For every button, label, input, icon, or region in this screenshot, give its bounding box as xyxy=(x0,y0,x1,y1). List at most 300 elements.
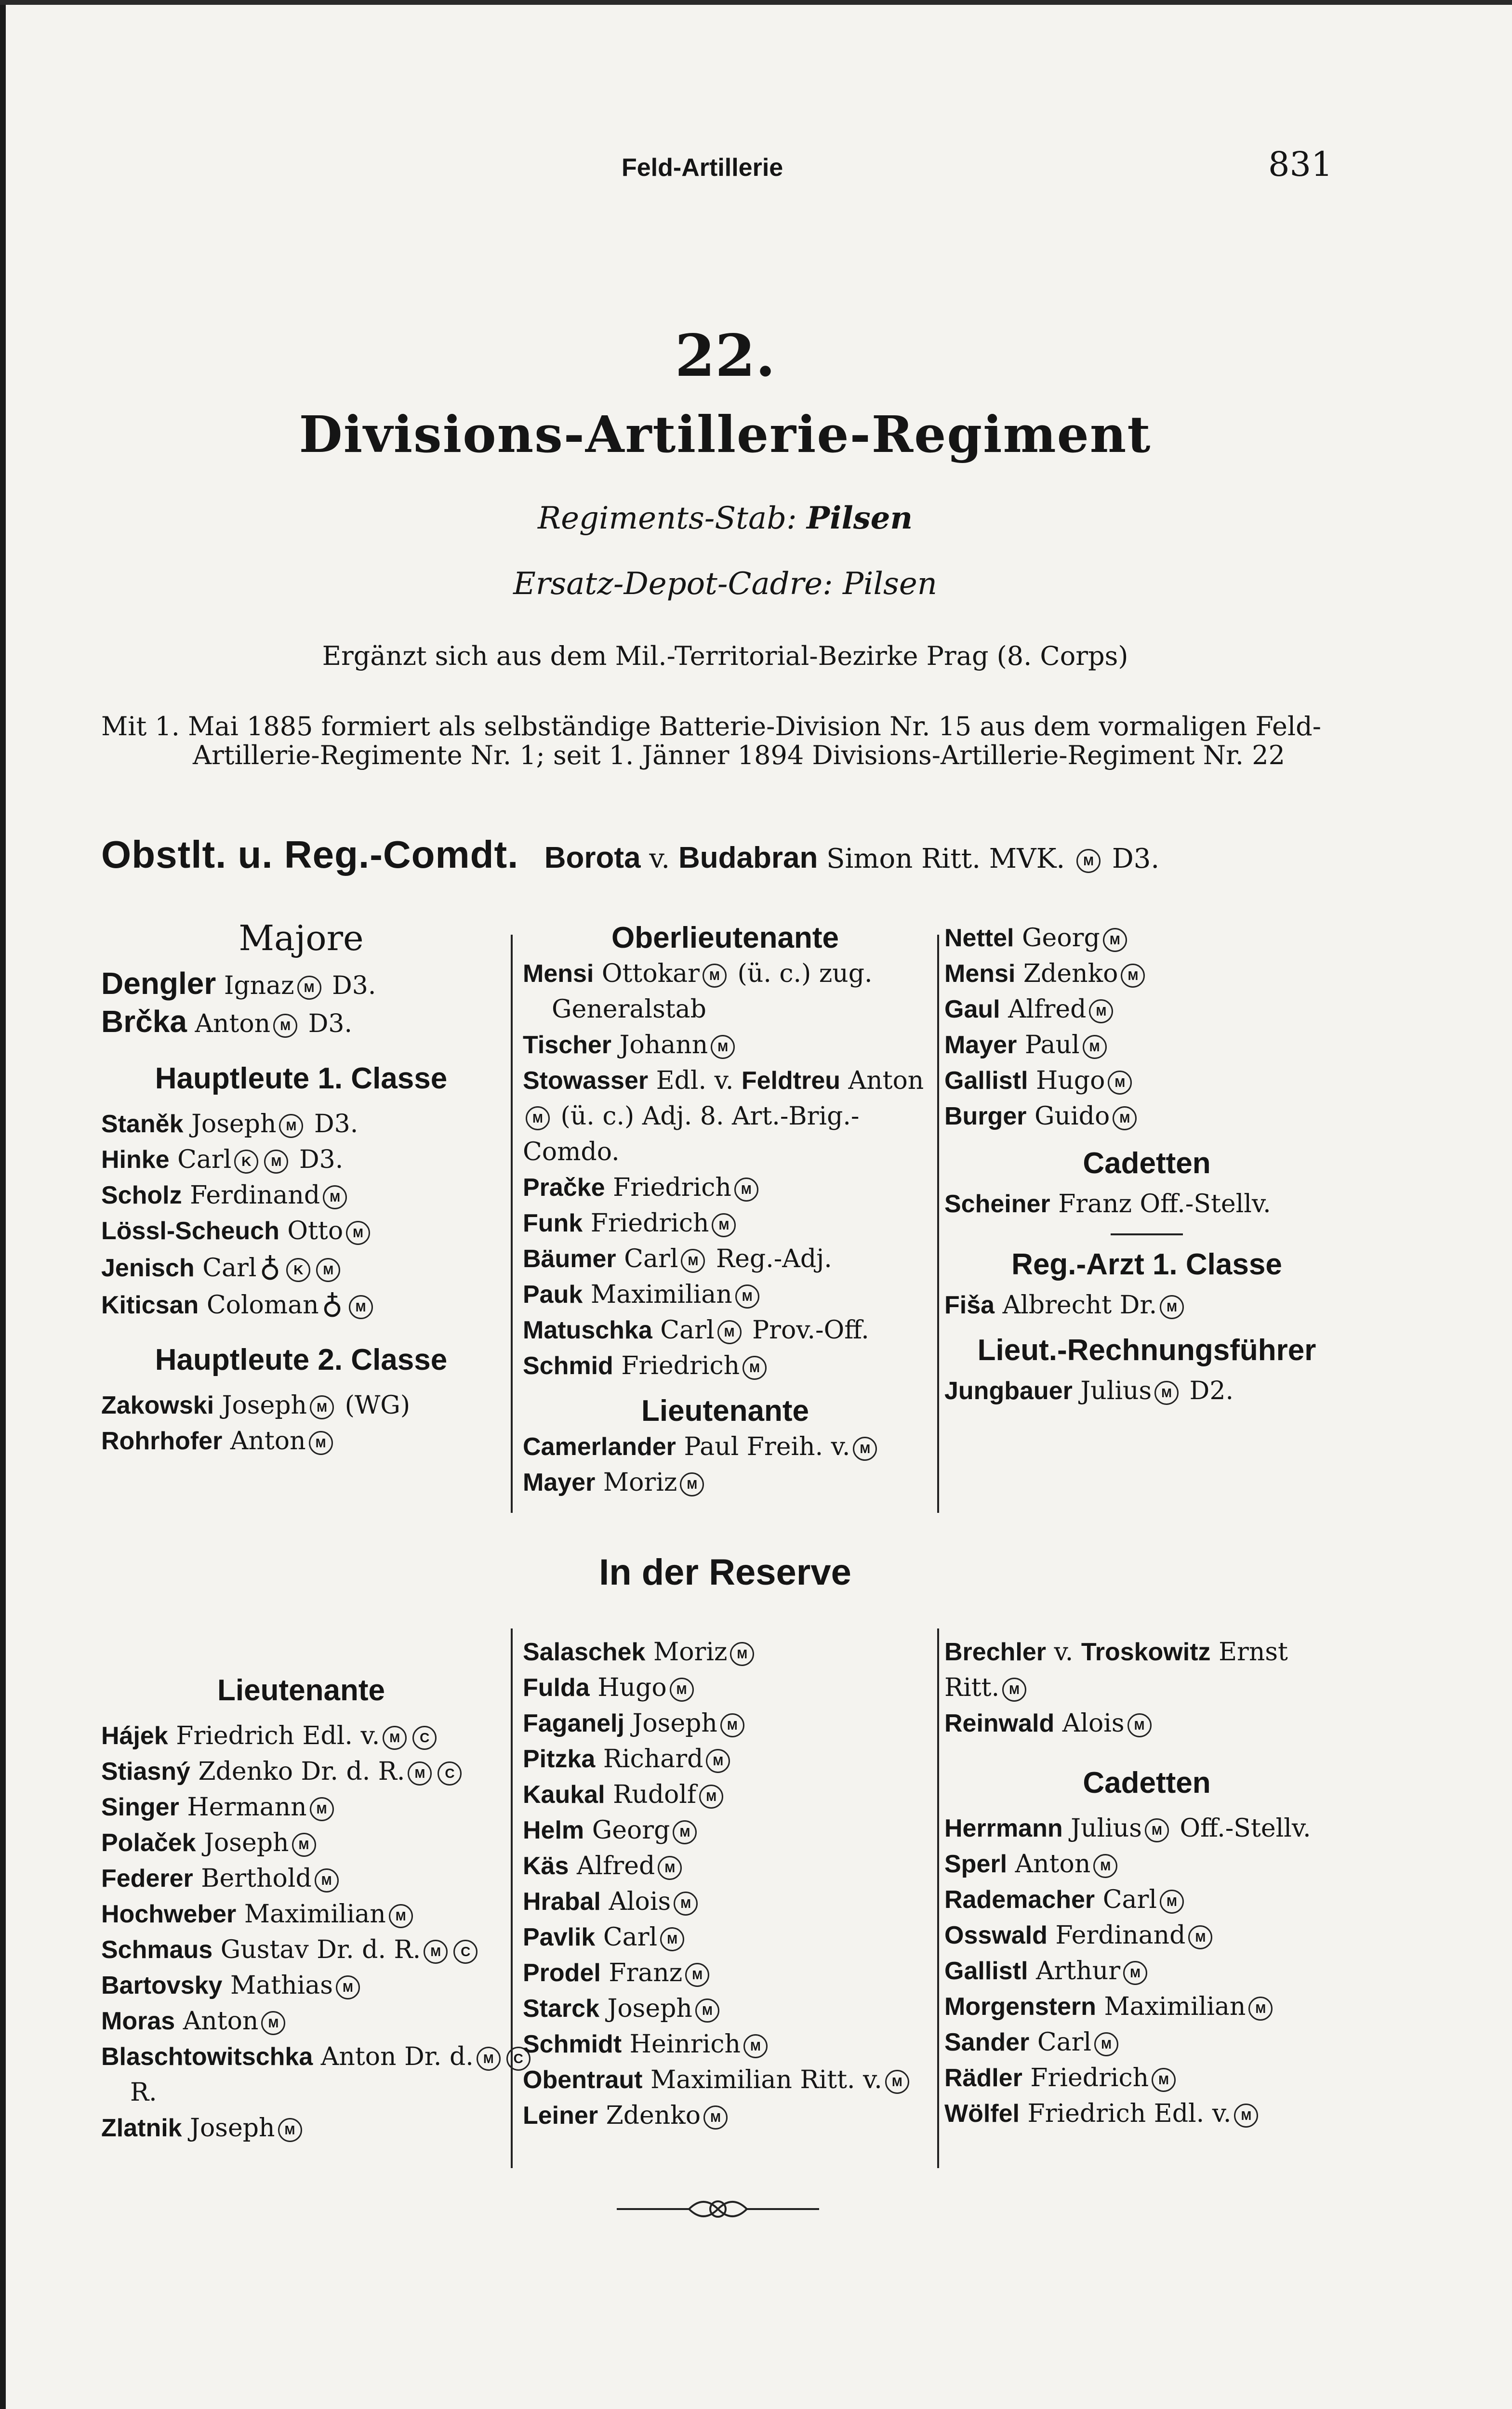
given-name: Alfred xyxy=(576,1852,655,1880)
roster-entry xyxy=(523,1991,928,2026)
section-heading: Cadetten xyxy=(1083,1766,1211,1800)
given-name: Johann xyxy=(619,1031,708,1059)
medal-m-icon: M xyxy=(735,1284,759,1309)
section-heading: Reg.-Arzt 1. Classe xyxy=(1011,1248,1282,1281)
roster-entry xyxy=(101,1249,501,1286)
roster-entry xyxy=(101,1388,501,1423)
roster-entry xyxy=(944,2025,1349,2060)
roster-entry xyxy=(101,1423,501,1459)
medal-m-icon: M xyxy=(310,1797,334,1821)
roster-entry xyxy=(101,1754,501,1789)
medal-m-icon: M xyxy=(734,1178,758,1202)
entry-note: (WG) xyxy=(345,1391,411,1420)
medal-m-icon: M xyxy=(703,964,727,988)
roster-entry xyxy=(944,1027,1349,1063)
reserve-column-3 xyxy=(944,1634,1349,2131)
surname: Matuschka xyxy=(523,1316,652,1344)
surname: Käs xyxy=(523,1852,569,1880)
surname: Pitzka xyxy=(523,1745,596,1773)
surname: Singer xyxy=(101,1793,179,1821)
surname: Schmid xyxy=(523,1352,613,1380)
medal-m-icon: M xyxy=(477,2047,501,2071)
entry-note: D3. xyxy=(332,971,376,1000)
depot-city: Pilsen xyxy=(842,566,937,602)
surname: Scholz xyxy=(101,1181,182,1209)
medal-m-icon: M xyxy=(1103,928,1127,952)
medal-m-icon: M xyxy=(310,1395,334,1419)
entry-note: D3. xyxy=(308,1009,353,1038)
surname: Mensi xyxy=(944,960,1016,988)
surname: Gallistl xyxy=(944,1067,1028,1095)
roster-entry xyxy=(523,2098,928,2133)
regiment-history xyxy=(101,712,1344,770)
surname: Helm xyxy=(523,1816,584,1844)
medal-m-icon: M xyxy=(408,1761,432,1786)
commander-surname: Borota xyxy=(544,841,641,874)
medal-m-icon: M xyxy=(389,1904,413,1928)
reserve-title: In der Reserve xyxy=(599,1552,851,1593)
roster-entry xyxy=(101,1968,501,2003)
given-name: Friedrich xyxy=(590,1209,709,1238)
medal-m-icon: M xyxy=(1108,1071,1132,1095)
medal-m-icon: M xyxy=(1113,1106,1137,1130)
medal-m-icon: M xyxy=(316,1258,340,1282)
given-name-2: Ernst Ritt. xyxy=(944,1638,1288,1702)
roster-entry xyxy=(523,1348,928,1384)
surname: Zakowski xyxy=(101,1391,214,1419)
medal-k-icon: K xyxy=(234,1150,258,1174)
given-name: Joseph xyxy=(190,2114,275,2143)
roster-entry xyxy=(101,1286,501,1323)
ersatz-depot-line xyxy=(0,566,1450,602)
given-name: Berthold xyxy=(201,1864,312,1893)
given-name: Maximilian Ritt. v. xyxy=(650,2065,882,2094)
given-name: Alois xyxy=(609,1887,671,1916)
surname: Lössl-Scheuch xyxy=(101,1217,279,1245)
given-name: Julius xyxy=(1080,1377,1152,1405)
medal-m-icon: M xyxy=(349,1295,373,1319)
roster-entry xyxy=(523,1777,928,1813)
section-heading: Cadetten xyxy=(1083,1147,1211,1180)
medal-m-icon: M xyxy=(279,1114,303,1138)
given-name: Anton xyxy=(183,2007,259,2036)
surname: Camerlander xyxy=(523,1433,676,1461)
surname: Zlatnik xyxy=(101,2114,182,2142)
given-name: Carl xyxy=(1037,2028,1092,2057)
medal-m-icon: M xyxy=(680,1472,704,1496)
surname: Osswald xyxy=(944,1921,1048,1949)
given-name: Joseph xyxy=(632,1709,717,1738)
roster-entry xyxy=(523,1670,928,1706)
medal-m-icon: M xyxy=(853,1437,877,1461)
roster-entry xyxy=(523,1706,928,1741)
commander-rest: Simon Ritt. MVK. xyxy=(826,843,1065,874)
surname: Rademacher xyxy=(944,1886,1095,1914)
medal-m-icon: M xyxy=(1234,2104,1258,2128)
commander-title: Obstlt. u. Reg.-Comdt. xyxy=(101,833,519,876)
history-line-1: Mit 1. Mai 1885 formiert als selbständige Batterie-Division Nr. 15 aus dem vormaligen Feld- xyxy=(101,711,1321,741)
medal-c-icon: C xyxy=(412,1726,437,1750)
surname: Jenisch xyxy=(101,1254,195,1282)
entry-note: (ü. c.) zug. xyxy=(737,959,873,988)
medal-m-icon: M xyxy=(383,1726,407,1750)
roster-entry xyxy=(101,2003,501,2039)
medal-c-icon: C xyxy=(453,1940,477,1964)
given-name: Maximilian xyxy=(590,1280,732,1309)
medal-m-icon: M xyxy=(261,2011,285,2035)
surname: Faganelj xyxy=(523,1709,624,1737)
given-name: Paul Freih. v. xyxy=(684,1432,850,1461)
given-name: Joseph xyxy=(222,1391,307,1420)
given-name: Julius xyxy=(1071,1814,1142,1843)
commander-particle: v. xyxy=(649,843,670,874)
surname: Rohrhofer xyxy=(101,1427,223,1455)
medal-m-icon: M xyxy=(658,1856,682,1880)
medal-m-icon: M xyxy=(297,976,321,1000)
order-cross-icon: ♁ xyxy=(321,1287,343,1321)
surname: Scheiner xyxy=(944,1190,1050,1218)
roster-entry xyxy=(944,1063,1349,1099)
given-name: Mathias xyxy=(230,1971,333,2000)
given-name: Alfred xyxy=(1008,995,1087,1024)
section-heading: Oberlieutenante xyxy=(611,921,839,954)
medal-m-icon: M xyxy=(673,1820,697,1844)
surname: Prodel xyxy=(523,1959,601,1987)
roster-entry xyxy=(101,1213,501,1249)
given-name: Moriz xyxy=(603,1468,677,1497)
surname: Salaschek xyxy=(523,1638,646,1666)
surname: Pavlik xyxy=(523,1923,596,1951)
surname: Bartovsky xyxy=(101,1972,223,1999)
medal-m-icon: M xyxy=(885,2070,909,2094)
medal-m-icon: M xyxy=(743,1356,767,1380)
given-name: Maximilian xyxy=(244,1900,386,1929)
medal-m-icon: M xyxy=(346,1221,370,1245)
medal-m-icon: M xyxy=(1123,1961,1147,1985)
given-name: Zdenko Dr. d. R. xyxy=(198,1757,405,1786)
roster-entry xyxy=(101,1178,501,1213)
roster-entry xyxy=(523,1277,928,1312)
surname: Sander xyxy=(944,2028,1030,2056)
medal-m-icon: M xyxy=(315,1868,339,1893)
medal-m-icon: M xyxy=(1089,999,1113,1023)
ergaenzung-line: Ergänzt sich aus dem Mil.-Territorial-Bezirke Prag (8. Corps) xyxy=(322,641,1128,671)
surname: Burger xyxy=(944,1102,1027,1130)
medal-m-icon: M xyxy=(1076,849,1101,873)
roster-entry xyxy=(101,966,501,1004)
given-name: Friedrich xyxy=(1030,2064,1149,2092)
given-name: Friedrich Edl. v. xyxy=(176,1721,380,1750)
surname: Gallistl xyxy=(944,1957,1028,1985)
medal-m-icon: M xyxy=(1002,1678,1026,1702)
medal-m-icon: M xyxy=(717,1320,742,1344)
surname: Kiticsan xyxy=(101,1291,199,1319)
surname: Dengler xyxy=(101,966,216,1001)
section-heading: Majore xyxy=(239,918,364,958)
roster-entry xyxy=(101,1932,501,1968)
given-name: Carl xyxy=(177,1145,232,1174)
given-name-2: Anton xyxy=(848,1066,924,1095)
medal-c-icon: C xyxy=(506,2047,531,2071)
medal-m-icon: M xyxy=(323,1185,347,1209)
given-name: Carl xyxy=(603,1923,658,1952)
medal-c-icon: C xyxy=(438,1761,462,1786)
column-rule-3 xyxy=(511,1628,513,2168)
roster-entry xyxy=(523,1465,928,1500)
roster-entry xyxy=(944,1846,1349,1882)
depot-label: Ersatz-Depot-Cadre: xyxy=(513,566,833,602)
regiment-title: Divisions-Artillerie-Regiment xyxy=(299,405,1152,464)
given-name: Arthur xyxy=(1035,1957,1121,1985)
given-name: Edl. v. xyxy=(656,1066,734,1095)
medal-m-icon: M xyxy=(526,1106,550,1130)
surname: Funk xyxy=(523,1209,583,1237)
roster-entry xyxy=(101,1861,501,1896)
roster-entry xyxy=(944,1287,1349,1323)
surname: Reinwald xyxy=(944,1709,1055,1737)
given-name: Heinrich xyxy=(629,2030,741,2059)
medal-m-icon: M xyxy=(1152,2068,1176,2092)
reserve-column-1 xyxy=(101,1625,523,2146)
given-name: Hermann xyxy=(187,1793,307,1822)
roster-entry xyxy=(944,1882,1349,1918)
surname: Sperl xyxy=(944,1850,1008,1878)
surname: Brčka xyxy=(101,1004,187,1039)
medal-m-icon: M xyxy=(730,1642,754,1666)
entry-continuation: Generalstab xyxy=(552,995,706,1024)
regiment-number: 22. xyxy=(675,322,776,390)
roster-entry xyxy=(944,1706,1349,1741)
medal-m-icon: M xyxy=(685,1963,709,1987)
section-heading: Lieut.-Rechnungsführer xyxy=(977,1334,1316,1367)
medal-m-icon: M xyxy=(1248,1997,1273,2021)
given-name: Joseph xyxy=(204,1828,289,1857)
roster-entry xyxy=(523,1919,928,1955)
active-column-1 xyxy=(101,920,501,1459)
surname: Tischer xyxy=(523,1031,612,1059)
roster-entry xyxy=(944,1373,1349,1409)
given-name: Coloman xyxy=(206,1291,319,1320)
roster-entry xyxy=(523,1241,928,1277)
given-name: Georg xyxy=(1022,924,1100,953)
given-name: Alois xyxy=(1062,1709,1125,1738)
surname: Nettel xyxy=(944,924,1014,952)
roster-entry xyxy=(944,920,1349,956)
given-name: Moriz xyxy=(653,1638,728,1667)
medal-m-icon: M xyxy=(424,1940,448,1964)
commander-line xyxy=(101,833,1354,877)
given-name: Zdenko xyxy=(606,2101,701,2130)
surname: Herrmann xyxy=(944,1814,1063,1842)
medal-m-icon: M xyxy=(1093,1854,1117,1878)
entry-note: Off.-Stellv. xyxy=(1180,1814,1311,1843)
entry-note: Reg.-Adj. xyxy=(716,1244,832,1273)
medal-m-icon: M xyxy=(681,1249,705,1273)
surname: Obentraut xyxy=(523,2066,643,2094)
surname: Wölfel xyxy=(944,2100,1020,2128)
given-name: Anton xyxy=(230,1427,306,1456)
medal-m-icon: M xyxy=(1083,1035,1107,1059)
roster-entry xyxy=(523,1813,928,1848)
surname: Bäumer xyxy=(523,1245,616,1273)
medal-m-icon: M xyxy=(711,1035,735,1059)
short-divider xyxy=(1111,1233,1183,1235)
roster-entry xyxy=(101,1142,501,1178)
surname: Gaul xyxy=(944,995,1000,1023)
medal-k-icon: K xyxy=(286,1258,310,1282)
surname: Blaschtowitschka xyxy=(101,2043,313,2071)
roster-entry xyxy=(944,1918,1349,1953)
roster-entry xyxy=(523,1027,928,1063)
roster-entry xyxy=(523,1848,928,1884)
column-rule-1 xyxy=(511,935,513,1513)
surname-2: Feldtreu xyxy=(741,1067,841,1095)
surname: Hájek xyxy=(101,1722,168,1750)
roster-entry xyxy=(944,956,1349,992)
given-name: Paul xyxy=(1024,1031,1080,1059)
given-name: Albrecht Dr. xyxy=(1002,1291,1157,1320)
column-rule-4 xyxy=(937,1628,939,2168)
medal-m-icon: M xyxy=(278,2118,302,2142)
surname: Starck xyxy=(523,1995,599,2023)
entry-note: D3. xyxy=(299,1145,344,1174)
given-name: Hugo xyxy=(1035,1066,1105,1095)
surname: Kaukal xyxy=(523,1781,605,1809)
roster-entry xyxy=(944,2060,1349,2096)
given-name: Richard xyxy=(603,1745,703,1774)
medal-m-icon: M xyxy=(273,1014,297,1038)
surname: Leiner xyxy=(523,2102,598,2130)
roster-entry xyxy=(944,1099,1349,1134)
roster-entry xyxy=(944,1634,1349,1706)
section-heading: Hauptleute 2. Classe xyxy=(155,1343,448,1377)
given-name: Carl xyxy=(202,1254,257,1283)
column-rule-2 xyxy=(937,935,939,1513)
surname: Federer xyxy=(101,1865,193,1893)
medal-m-icon: M xyxy=(695,1999,719,2023)
commander-after: D3. xyxy=(1112,843,1160,874)
commander-surname-2: Budabran xyxy=(678,841,818,874)
given-name: Friedrich Edl. v. xyxy=(1027,2099,1232,2128)
surname: Mayer xyxy=(944,1031,1017,1059)
surname: Schmidt xyxy=(523,2030,622,2058)
given-name: Ignaz xyxy=(224,971,294,1000)
given-name: Carl xyxy=(660,1316,715,1345)
surname: Morgenstern xyxy=(944,1993,1096,2021)
order-cross-icon: ♁ xyxy=(259,1250,281,1284)
history-line-2: Artillerie-Regimente Nr. 1; seit 1. Jänner 1894 Divisions-Artillerie-Regiment Nr. 22 xyxy=(193,740,1285,770)
medal-m-icon: M xyxy=(706,1749,730,1773)
given-name: Ferdinand xyxy=(1055,1921,1186,1950)
section-heading: Lieutenante xyxy=(641,1394,809,1428)
stab-city: Pilsen xyxy=(807,500,913,536)
entry-note: Prov.-Off. xyxy=(752,1316,869,1345)
roster-entry xyxy=(523,1205,928,1241)
given-name: Anton xyxy=(195,1009,271,1038)
roster-entry xyxy=(523,1063,928,1170)
roster-entry xyxy=(523,1429,928,1465)
surname: Brechler xyxy=(944,1638,1046,1666)
medal-m-icon: M xyxy=(1094,2032,1118,2056)
given-name: Maximilian xyxy=(1104,1992,1246,2021)
surname: Stowasser xyxy=(523,1067,649,1095)
medal-m-icon: M xyxy=(1127,1713,1152,1737)
medal-m-icon: M xyxy=(703,2105,728,2130)
medal-m-icon: M xyxy=(336,1975,360,1999)
running-head: Feld-Artillerie xyxy=(622,154,783,182)
given-name: Anton xyxy=(1015,1850,1091,1879)
roster-entry xyxy=(944,1186,1349,1222)
section-heading: Lieutenante xyxy=(217,1674,385,1707)
roster-entry xyxy=(523,1955,928,1991)
roster-entry xyxy=(101,1789,501,1825)
medal-m-icon: M xyxy=(743,2034,768,2058)
given-name: Georg xyxy=(592,1816,670,1845)
medal-m-icon: M xyxy=(1160,1890,1184,1914)
ornament-divider-icon xyxy=(617,2190,819,2228)
medal-m-icon: M xyxy=(309,1431,333,1455)
medal-m-icon: M xyxy=(264,1150,288,1174)
active-column-3 xyxy=(944,920,1349,1409)
roster-entry xyxy=(944,1811,1349,1846)
medal-m-icon: M xyxy=(699,1785,723,1809)
roster-entry xyxy=(523,1634,928,1670)
surname: Hinke xyxy=(101,1146,170,1174)
page-number: 831 xyxy=(1268,145,1333,184)
roster-entry xyxy=(523,1170,928,1205)
entry-continuation: R. xyxy=(130,2078,157,2107)
surname: Polaček xyxy=(101,1829,196,1857)
given-name: Carl xyxy=(624,1244,678,1273)
entry-note: Off.-Stellv. xyxy=(1140,1190,1271,1218)
roster-entry xyxy=(101,1825,501,1861)
section-heading: Hauptleute 1. Classe xyxy=(155,1062,448,1095)
given-name: v. xyxy=(1054,1638,1074,1667)
given-name: Carl xyxy=(1102,1885,1157,1914)
given-name: Guido xyxy=(1035,1102,1110,1131)
medal-m-icon: M xyxy=(674,1892,698,1916)
roster-entry xyxy=(944,2096,1349,2131)
surname: Pračke xyxy=(523,1174,605,1202)
roster-entry xyxy=(523,1884,928,1919)
surname: Pauk xyxy=(523,1281,583,1309)
surname: Hrabal xyxy=(523,1888,601,1916)
medal-m-icon: M xyxy=(720,1713,744,1737)
roster-entry xyxy=(101,2039,523,2075)
roster-entry xyxy=(523,956,928,992)
entry-note: D2. xyxy=(1189,1377,1233,1405)
medal-m-icon: M xyxy=(1145,1818,1169,1842)
given-name: Franz xyxy=(1058,1190,1132,1218)
given-name: Otto xyxy=(287,1217,344,1245)
given-name: Joseph xyxy=(607,1994,692,2023)
roster-entry xyxy=(101,1004,501,1042)
given-name: Friedrich xyxy=(613,1173,731,1202)
roster-entry xyxy=(523,1741,928,1777)
given-name: Ferdinand xyxy=(190,1181,320,1210)
surname: Hochweber xyxy=(101,1900,237,1928)
surname: Staněk xyxy=(101,1110,184,1138)
medal-m-icon: M xyxy=(660,1927,684,1951)
regiments-stab-line xyxy=(0,500,1450,536)
medal-m-icon: M xyxy=(1154,1381,1179,1405)
given-name: Ottokar xyxy=(601,959,700,988)
given-name: Gustav Dr. d. R. xyxy=(220,1935,421,1964)
given-name: Joseph xyxy=(191,1110,277,1138)
active-column-2 xyxy=(523,920,928,1500)
surname: Rädler xyxy=(944,2064,1022,2092)
given-name: Franz xyxy=(609,1959,683,1987)
